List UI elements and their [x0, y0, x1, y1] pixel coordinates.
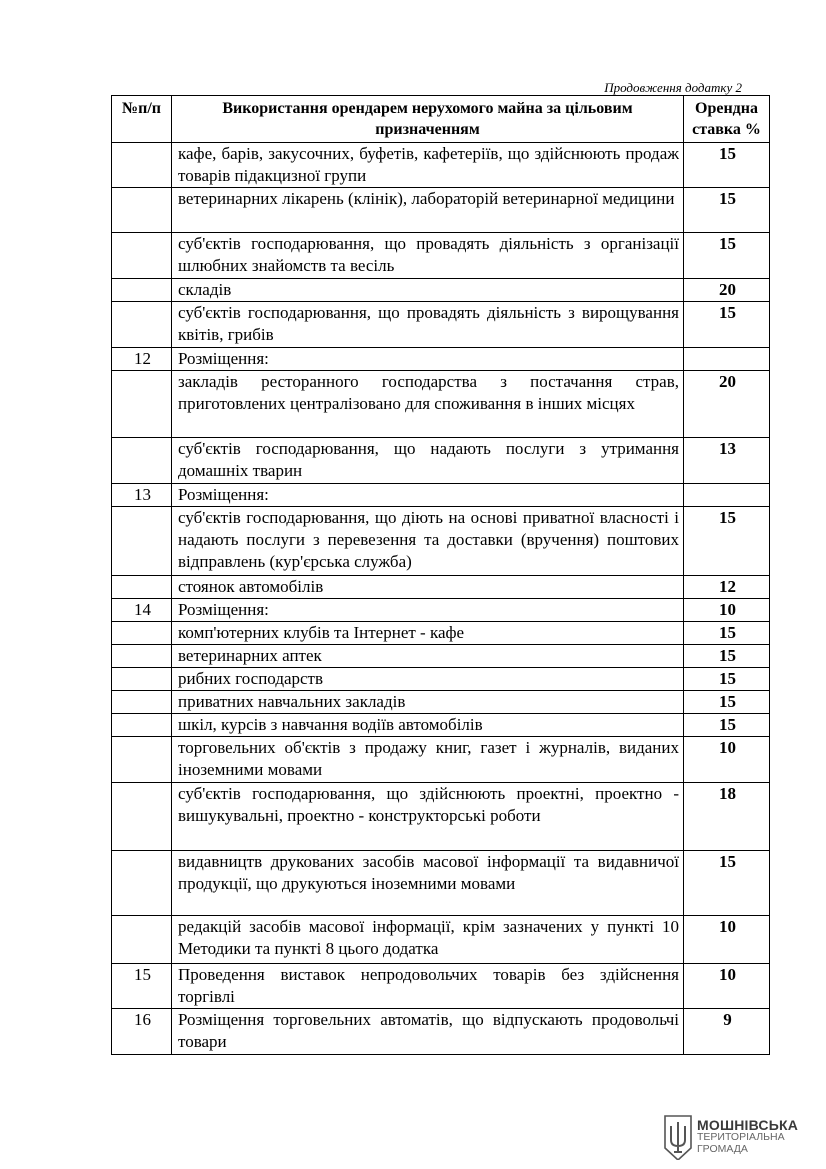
row-usage: складів	[172, 279, 684, 302]
row-number	[112, 668, 172, 691]
table-row	[112, 737, 770, 783]
row-rate	[684, 348, 770, 371]
trident-icon	[663, 1114, 693, 1160]
row-rate: 10	[684, 737, 770, 783]
row-rate: 15	[684, 302, 770, 348]
table-row	[112, 964, 770, 1009]
row-number	[112, 371, 172, 438]
row-number	[112, 279, 172, 302]
row-number	[112, 691, 172, 714]
row-usage: ветеринарних лікарень (клінік), лабораторій ветеринарної медицини	[172, 188, 684, 233]
row-rate: 10	[684, 916, 770, 964]
row-rate: 13	[684, 438, 770, 484]
row-usage: суб'єктів господарювання, що надають послуги з утримання домашніх тварин	[172, 438, 684, 484]
row-usage: суб'єктів господарювання, що провадять діяльність з вирощування квітів, грибів	[172, 302, 684, 348]
row-rate: 20	[684, 371, 770, 438]
table-row	[112, 484, 770, 507]
row-number	[112, 188, 172, 233]
table-row	[112, 371, 770, 438]
row-usage: кафе, барів, закусочних, буфетів, кафетеріїв, що здійснюють продаж товарів підакцизної групи	[172, 143, 684, 188]
row-usage: суб'єктів господарювання, що діють на основі приватної власності і надають послуги з перевезення та доставки (вручення) поштових відправлень (кур'єрська служба)	[172, 507, 684, 576]
row-usage: суб'єктів господарювання, що здійснюють проектні, проектно - вишукувальні, проектно - конструкторські роботи	[172, 783, 684, 851]
row-usage: шкіл, курсів з навчання водіїв автомобілів	[172, 714, 684, 737]
row-usage: закладів ресторанного господарства з постачання страв, приготовлених централізовано для споживання в інших місцях	[172, 371, 684, 438]
table-row	[112, 691, 770, 714]
table-row	[112, 599, 770, 622]
row-rate: 15	[684, 851, 770, 916]
row-usage: рибних господарств	[172, 668, 684, 691]
row-number	[112, 916, 172, 964]
row-usage: Розміщення:	[172, 599, 684, 622]
table-row	[112, 143, 770, 188]
row-rate: 15	[684, 691, 770, 714]
table-row	[112, 302, 770, 348]
row-rate: 15	[684, 188, 770, 233]
table-row	[112, 348, 770, 371]
row-number: 12	[112, 348, 172, 371]
table-row	[112, 916, 770, 964]
logo-subtitle-2: ГРОМАДА	[697, 1143, 748, 1155]
row-rate	[684, 484, 770, 507]
row-number	[112, 737, 172, 783]
row-number	[112, 302, 172, 348]
row-number: 15	[112, 964, 172, 1009]
row-number: 13	[112, 484, 172, 507]
row-rate: 15	[684, 668, 770, 691]
row-usage: редакцій засобів масової інформації, крім зазначених у пункті 10 Методики та пункті 8 цього додатка	[172, 916, 684, 964]
appendix-caption: Продовження додатку 2	[604, 80, 742, 95]
row-usage: Розміщення торговельних автоматів, що відпускають продовольчі товари	[172, 1009, 684, 1055]
table-row	[112, 576, 770, 599]
row-rate: 15	[684, 143, 770, 188]
row-usage: комп'ютерних клубів та Інтернет - кафе	[172, 622, 684, 645]
row-usage: видавництв друкованих засобів масової інформації та видавничої продукції, що друкуються іноземними мовами	[172, 851, 684, 916]
row-number	[112, 645, 172, 668]
row-rate: 15	[684, 622, 770, 645]
table-row	[112, 188, 770, 233]
community-logo	[663, 1112, 813, 1162]
row-rate: 15	[684, 507, 770, 576]
row-rate: 10	[684, 599, 770, 622]
table-row	[112, 507, 770, 576]
table-row	[112, 668, 770, 691]
table-row	[112, 783, 770, 851]
row-number	[112, 783, 172, 851]
table-header-row	[112, 96, 770, 143]
table-row	[112, 233, 770, 279]
table-row	[112, 714, 770, 737]
row-usage: ветеринарних аптек	[172, 645, 684, 668]
header-number: №п/п	[112, 96, 172, 143]
row-rate: 15	[684, 233, 770, 279]
row-number	[112, 438, 172, 484]
row-number	[112, 851, 172, 916]
row-number: 14	[112, 599, 172, 622]
row-number	[112, 622, 172, 645]
table-row	[112, 645, 770, 668]
table-row	[112, 438, 770, 484]
row-rate: 10	[684, 964, 770, 1009]
row-usage: приватних навчальних закладів	[172, 691, 684, 714]
table-row	[112, 279, 770, 302]
row-usage: суб'єктів господарювання, що провадять діяльність з організації шлюбних знайомств та весіль	[172, 233, 684, 279]
row-rate: 18	[684, 783, 770, 851]
table-row	[112, 622, 770, 645]
logo-title: МОШНІВСЬКА	[697, 1117, 799, 1133]
row-number: 16	[112, 1009, 172, 1055]
row-number	[112, 143, 172, 188]
row-usage: Проведення виставок непродовольчих товарів без здійснення торгівлі	[172, 964, 684, 1009]
row-usage: Розміщення:	[172, 484, 684, 507]
row-rate: 9	[684, 1009, 770, 1055]
row-rate: 20	[684, 279, 770, 302]
header-rate: Орендна ставка %	[684, 96, 770, 143]
row-number	[112, 576, 172, 599]
row-usage: торговельних об'єктів з продажу книг, газет і журналів, виданих іноземними мовами	[172, 737, 684, 783]
row-number	[112, 233, 172, 279]
row-rate: 12	[684, 576, 770, 599]
table-row	[112, 1009, 770, 1055]
row-rate: 15	[684, 714, 770, 737]
rent-rate-table	[111, 95, 770, 1055]
header-usage: Використання орендарем нерухомого майна за цільовим призначенням	[172, 96, 684, 143]
logo-subtitle: ТЕРИТОРІАЛЬНА	[697, 1131, 785, 1143]
table-row	[112, 851, 770, 916]
row-number	[112, 714, 172, 737]
row-usage: стоянок автомобілів	[172, 576, 684, 599]
logo-text	[697, 1119, 798, 1155]
row-number	[112, 507, 172, 576]
row-usage: Розміщення:	[172, 348, 684, 371]
row-rate: 15	[684, 645, 770, 668]
